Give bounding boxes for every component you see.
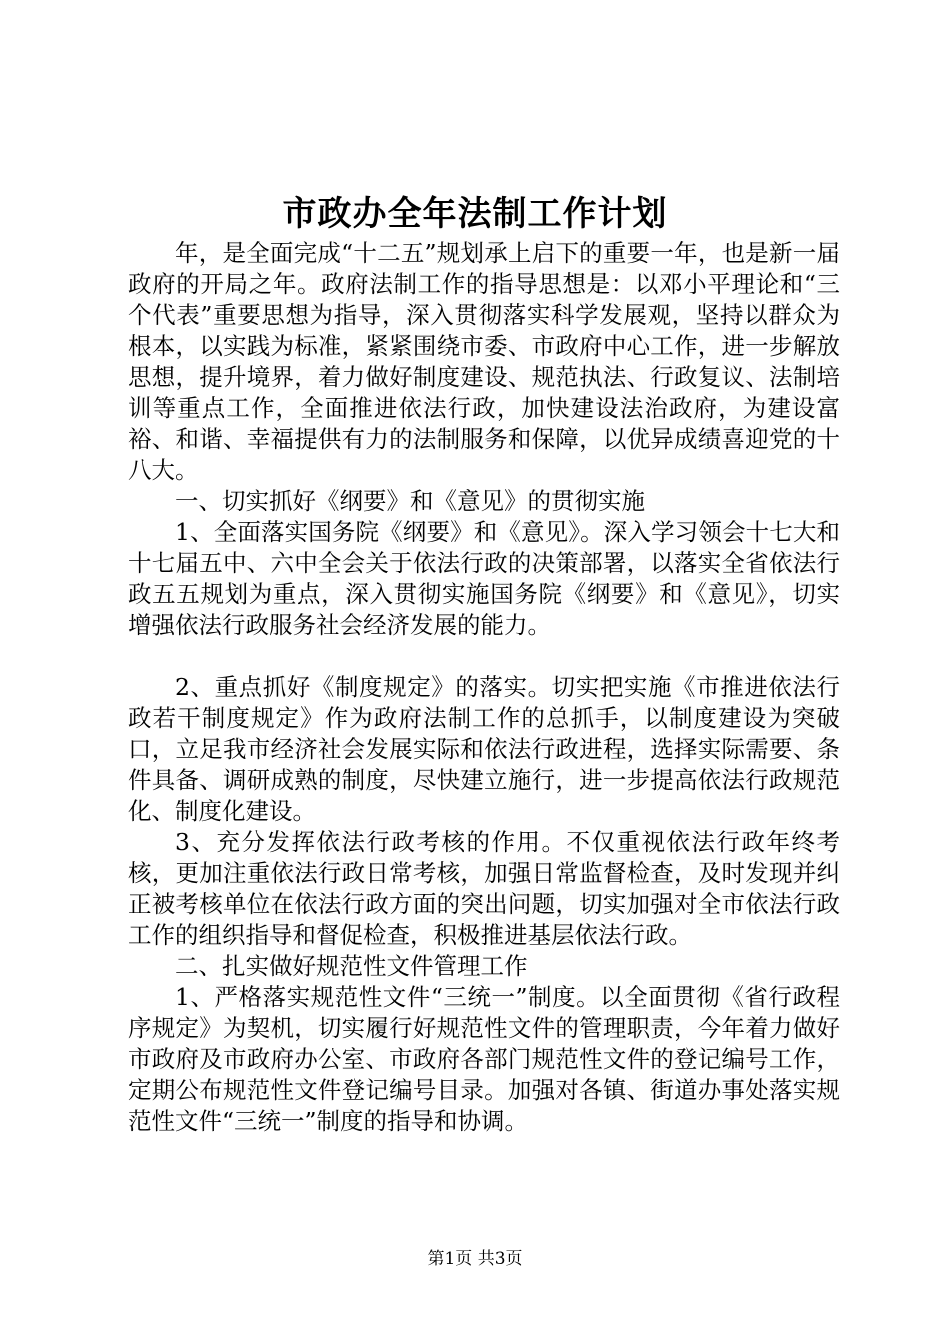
paragraph-1-2: 2、重点抓好《制度规定》的落实。切实把实施《市推进依法行政若干制度规定》作为政府法制工作的总抓手，以制度建设为突破口，立足我市经济社会发展实际和依法行政进程，选择实际需要、条件具备、调研成熟的制度，尽快建立施行，进一步提高依法行政规范化、制度化建设。 — [128, 673, 840, 825]
paragraph-intro: 年，是全面完成“十二五”规划承上启下的重要一年，也是新一届政府的开局之年。政府法制工作的指导思想是：以邓小平理论和“三个代表”重要思想为指导，深入贯彻落实科学发展观，坚持以群众为根本，以实践为标准，紧紧围绕市委、市政府中心工作，进一步解放思想，提升境界，着力做好制度建设、规范执法、行政复议、法制培训等重点工作，全面推进依法行政，加快建设法治政府，为建设富裕、和谐、幸福提供有力的法制服务和保障，以优异成绩喜迎党的十八大。 — [128, 239, 840, 484]
page-footer: 第1页 共3页 — [427, 1249, 523, 1269]
section-heading-2: 二、扎实做好规范性文件管理工作 — [175, 952, 528, 980]
document-body — [128, 238, 840, 1137]
section-heading-1: 一、切实抓好《纲要》和《意见》的贯彻实施 — [175, 487, 645, 515]
document-title: 市政办全年法制工作计划 — [282, 194, 668, 234]
paragraph-2-1: 1、严格落实规范性文件“三统一”制度。以全面贯彻《省行政程序规定》为契机，切实履行好规范性文件的管理职责，今年着力做好市政府及市政府办公室、市政府各部门规范性文件的登记编号工作，定期公布规范性文件登记编号目录。加强对各镇、街道办事处落实规范性文件“三统一”制度的指导和协调。 — [128, 983, 840, 1135]
paragraph-1-3: 3、充分发挥依法行政考核的作用。不仅重视依法行政年终考核，更加注重依法行政日常考核，加强日常监督检查，及时发现并纠正被考核单位在依法行政方面的突出问题，切实加强对全市依法行政工作的组织指导和督促检查，积极推进基层依法行政。 — [128, 828, 840, 949]
paragraph-1-1: 1、全面落实国务院《纲要》和《意见》。深入学习领会十七大和十七届五中、六中全会关于依法行政的决策部署，以落实全省依法行政五五规划为重点，深入贯彻实施国务院《纲要》和《意见》，切实增强依法行政服务社会经济发展的能力。 — [128, 518, 840, 639]
